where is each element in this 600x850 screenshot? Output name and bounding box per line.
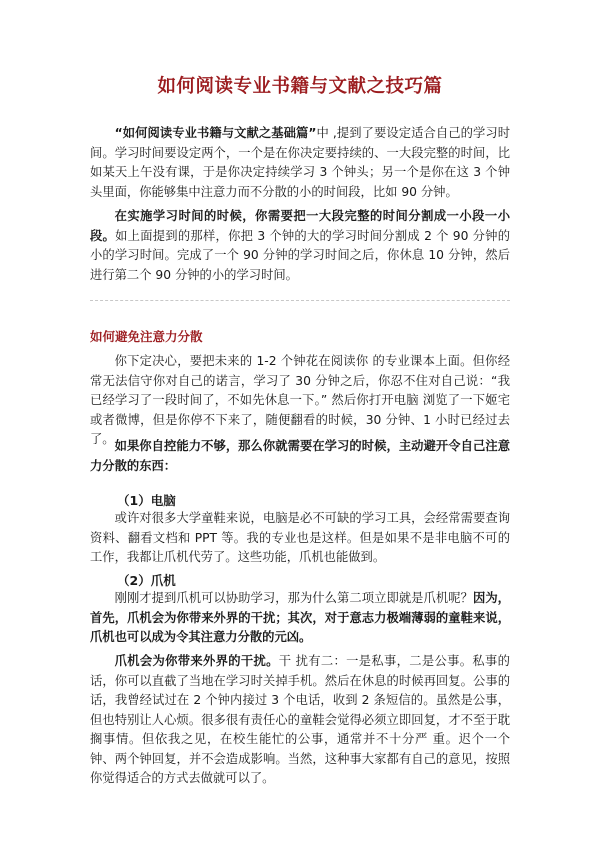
document-title: 如何阅读专业书籍与文献之技巧篇 — [157, 76, 443, 97]
self-control-paragraph — [90, 437, 510, 476]
time-split-bold-lead: 在实施学习时间的时候，你需要把一大段完整的时间分割成一小段一小段。 — [90, 209, 510, 243]
item2-heading: （2）爪机 — [117, 573, 176, 588]
self-control-bold: 如果你自控能力不够，那么你就需要在学习的时候，主动避开令自己注意力分散的东西： — [90, 439, 510, 473]
section-divider — [90, 300, 510, 301]
item1-paragraph: 或许对很多大学童鞋来说，电脑是必不可缺的学习工具，会经常需要查询资料、翻看文档和 PPT 等。我的专业也是这样。但是如果不是非电脑不可的工作，我都让爪机代劳了。这些功能，爪机也能做到。 — [90, 511, 510, 564]
item1-heading: （1）电脑 — [117, 493, 176, 508]
interference-text: 干 扰有二：一是私事，二是公事。私事的话，你可以直截了当地在学习时关掉手机。然后在休息的时候再回复。公事的话，我曾经试过在 2 个钟内接过 3 个电话，收到 2 条短信的。虽然是公事，但也特别让人心烦。很多很有责任心的童鞋会觉得必须立即回复，才不至于耽搁事情。但依我之见，在校生能忙的公事，通常并不十分严 重。迟个一个钟、两个钟回复，并不会造成影响。当然，这种事大家都有自己的意见，按照你觉得适合的方式去做就可以了。 — [90, 654, 510, 785]
item2-bold-tail: 因为，首先，爪机会为你带来外界的干扰；其次，对于意志力极端薄弱的童鞋来说，爪机也可以成为令其注意力分散的元凶。 — [90, 591, 510, 644]
item2-text: 刚刚才提到爪机可以协助学习，那为什么第二项立即就是爪机呢？ — [114, 591, 473, 605]
item2-paragraph — [90, 589, 510, 648]
time-split-text: 如上面提到的那样，你把 3 个钟的大的学习时间分割成 2 个 90 分钟的小的学习时间。完成了一个 90 分钟的学习时间之后，你休息 10 分钟，然后进行第二个 90 分钟的小的学习时间。 — [90, 228, 510, 282]
section-heading: 如何避免注意力分散 — [90, 329, 203, 344]
intro-paragraph — [90, 124, 510, 202]
interference-bold-lead: 爪机会为你带来外界的干扰。 — [114, 654, 279, 668]
interference-paragraph — [90, 652, 510, 789]
intro-bold-lead: “如何阅读专业书籍与文献之基础篇” — [114, 126, 317, 140]
distraction-paragraph: 你下定决心，要把未来的 1-2 个钟花在阅读你 的专业课本上面。但你经常无法信守你对自己的诺言，学习了 30 分钟之后，你忍不住对自己说：“我已经学习了一段时间了，不如先休息一下。” 然后你打开电脑 浏览了一下姬宅或者微博，但是你停不下来了，随便翻看的时候，30 分钟、1 小时已经过去了。 — [90, 354, 510, 446]
time-split-paragraph — [90, 207, 510, 285]
intro-text: 中 ,提到了要设定适合自己的学习时间。学习时间要设定两个，一个是在你决定要持续的、一大段完整的时间，比如某天上午没有课，于是你决定持续学习 3 个钟头；另一个是你在这 3 个钟头里面，你能够集中注意力而不分散的小的时间段，比如 90 分钟。 — [90, 126, 510, 199]
